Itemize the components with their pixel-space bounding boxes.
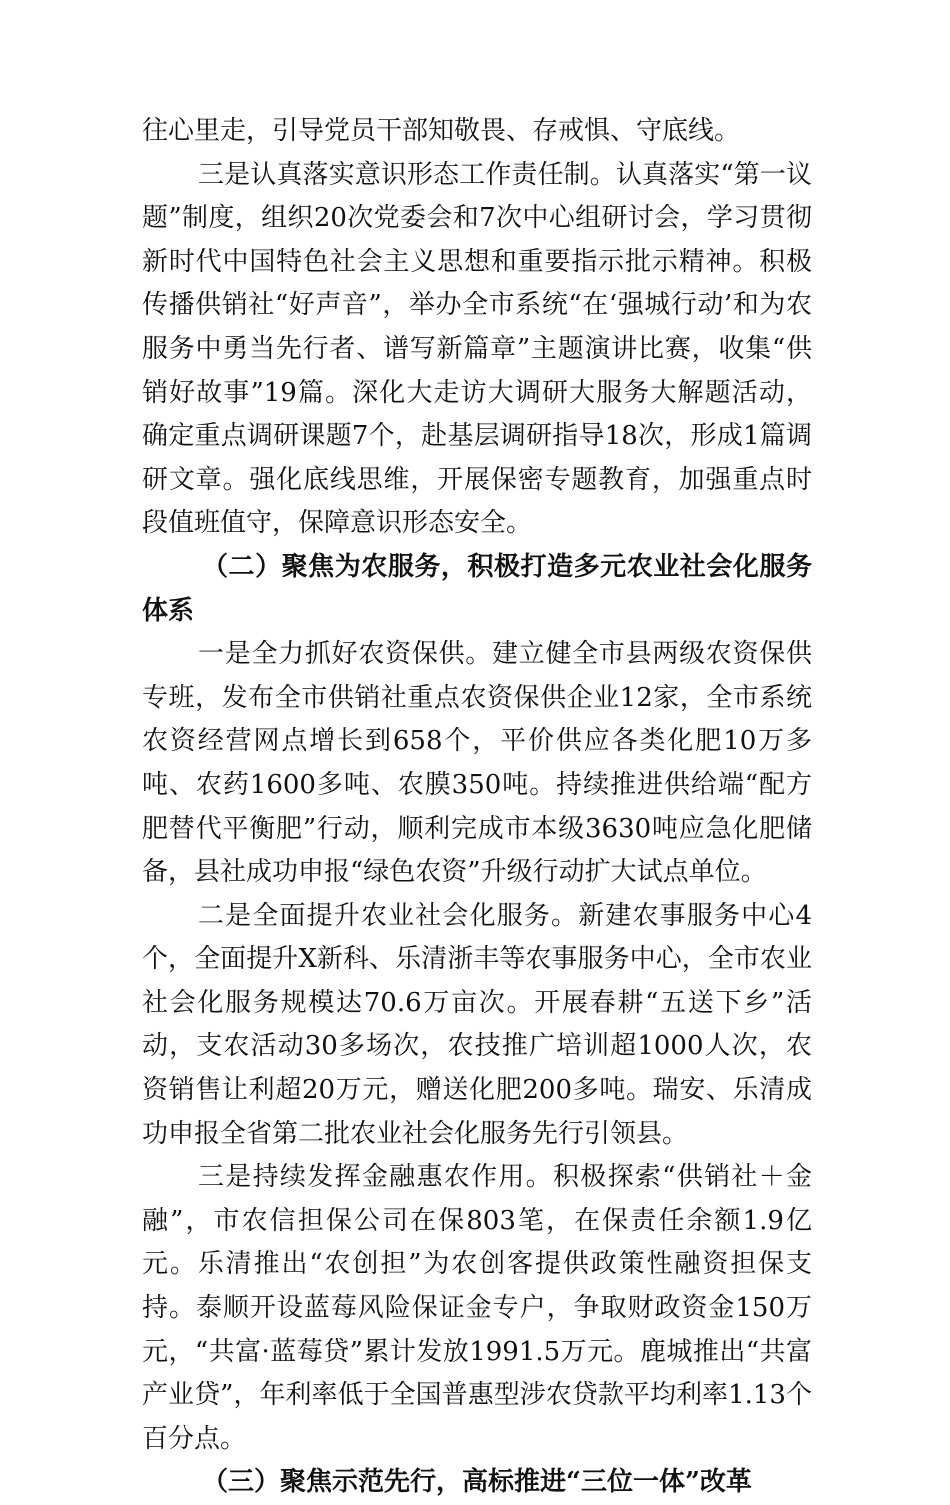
section-heading-2: （二）聚焦为农服务，积极打造多元农业社会化服务体系 bbox=[142, 551, 812, 626]
paragraph-agri-supply: 一是全力抓好农资保供。建立健全市县两级农资保供专班，发布全市供销社重点农资保供企业12家，全市系统农资经营网点增长到658个，平价供应各类化肥10万多吨、农药1600多吨、农膜350吨。持续推进供给端“配方肥替代平衡肥”行动，顺利完成市本级3630吨应急化肥储备，县社成功申报“绿色农资”升级行动扩大试点单位。 bbox=[142, 639, 812, 888]
paragraph-socialized-service: 二是全面提升农业社会化服务。新建农事服务中心4个，全面提升X新科、乐清浙丰等农事服务中心，全市农业社会化服务规模达70.6万亩次。开展春耕“五送下乡”活动，支农活动30多场次，农技推广培训超1000人次，农资销售让利超20万元，赠送化肥200多吨。瑞安、乐清成功申报全省第二批农业社会化服务先行引领县。 bbox=[142, 900, 812, 1149]
paragraph-ideology-responsibility: 三是认真落实意识形态工作责任制。认真落实“第一议题”制度，组织20次党委会和7次中心组研讨会，学习贯彻新时代中国特色社会主义思想和重要指示批示精神。积极传播供销社“好声音”，举办全市系统“在‘强城行动’和为农服务中勇当先行者、谱写新篇章”主题演讲比赛，收集“供销好故事”19篇。深化大走访大调研大服务大解题活动，确定重点调研课题7个，赴基层调研指导18次，形成1篇调研文章。强化底线思维，开展保密专题教育，加强重点时段值班值守，保障意识形态安全。 bbox=[142, 159, 812, 539]
document-body bbox=[142, 110, 812, 1505]
paragraph-continuation: 往心里走，引导党员干部知敬畏、存戒惧、守底线。 bbox=[142, 116, 741, 146]
paragraph-finance: 三是持续发挥金融惠农作用。积极探索“供销社＋金融”，市农信担保公司在保803笔，在保责任余额1.9亿元。乐清推出“农创担”为农创客提供政策性融资担保支持。泰顺开设蓝莓风险保证金专户，争取财政资金150万元，“共富·蓝莓贷”累计发放1991.5万元。鹿城推出“共富产业贷”，年利率低于全国普惠型涉农贷款平均利率1.13个百分点。 bbox=[142, 1162, 812, 1454]
section-heading-3: （三）聚焦示范先行，高标推进“三位一体”改革 bbox=[202, 1467, 752, 1498]
